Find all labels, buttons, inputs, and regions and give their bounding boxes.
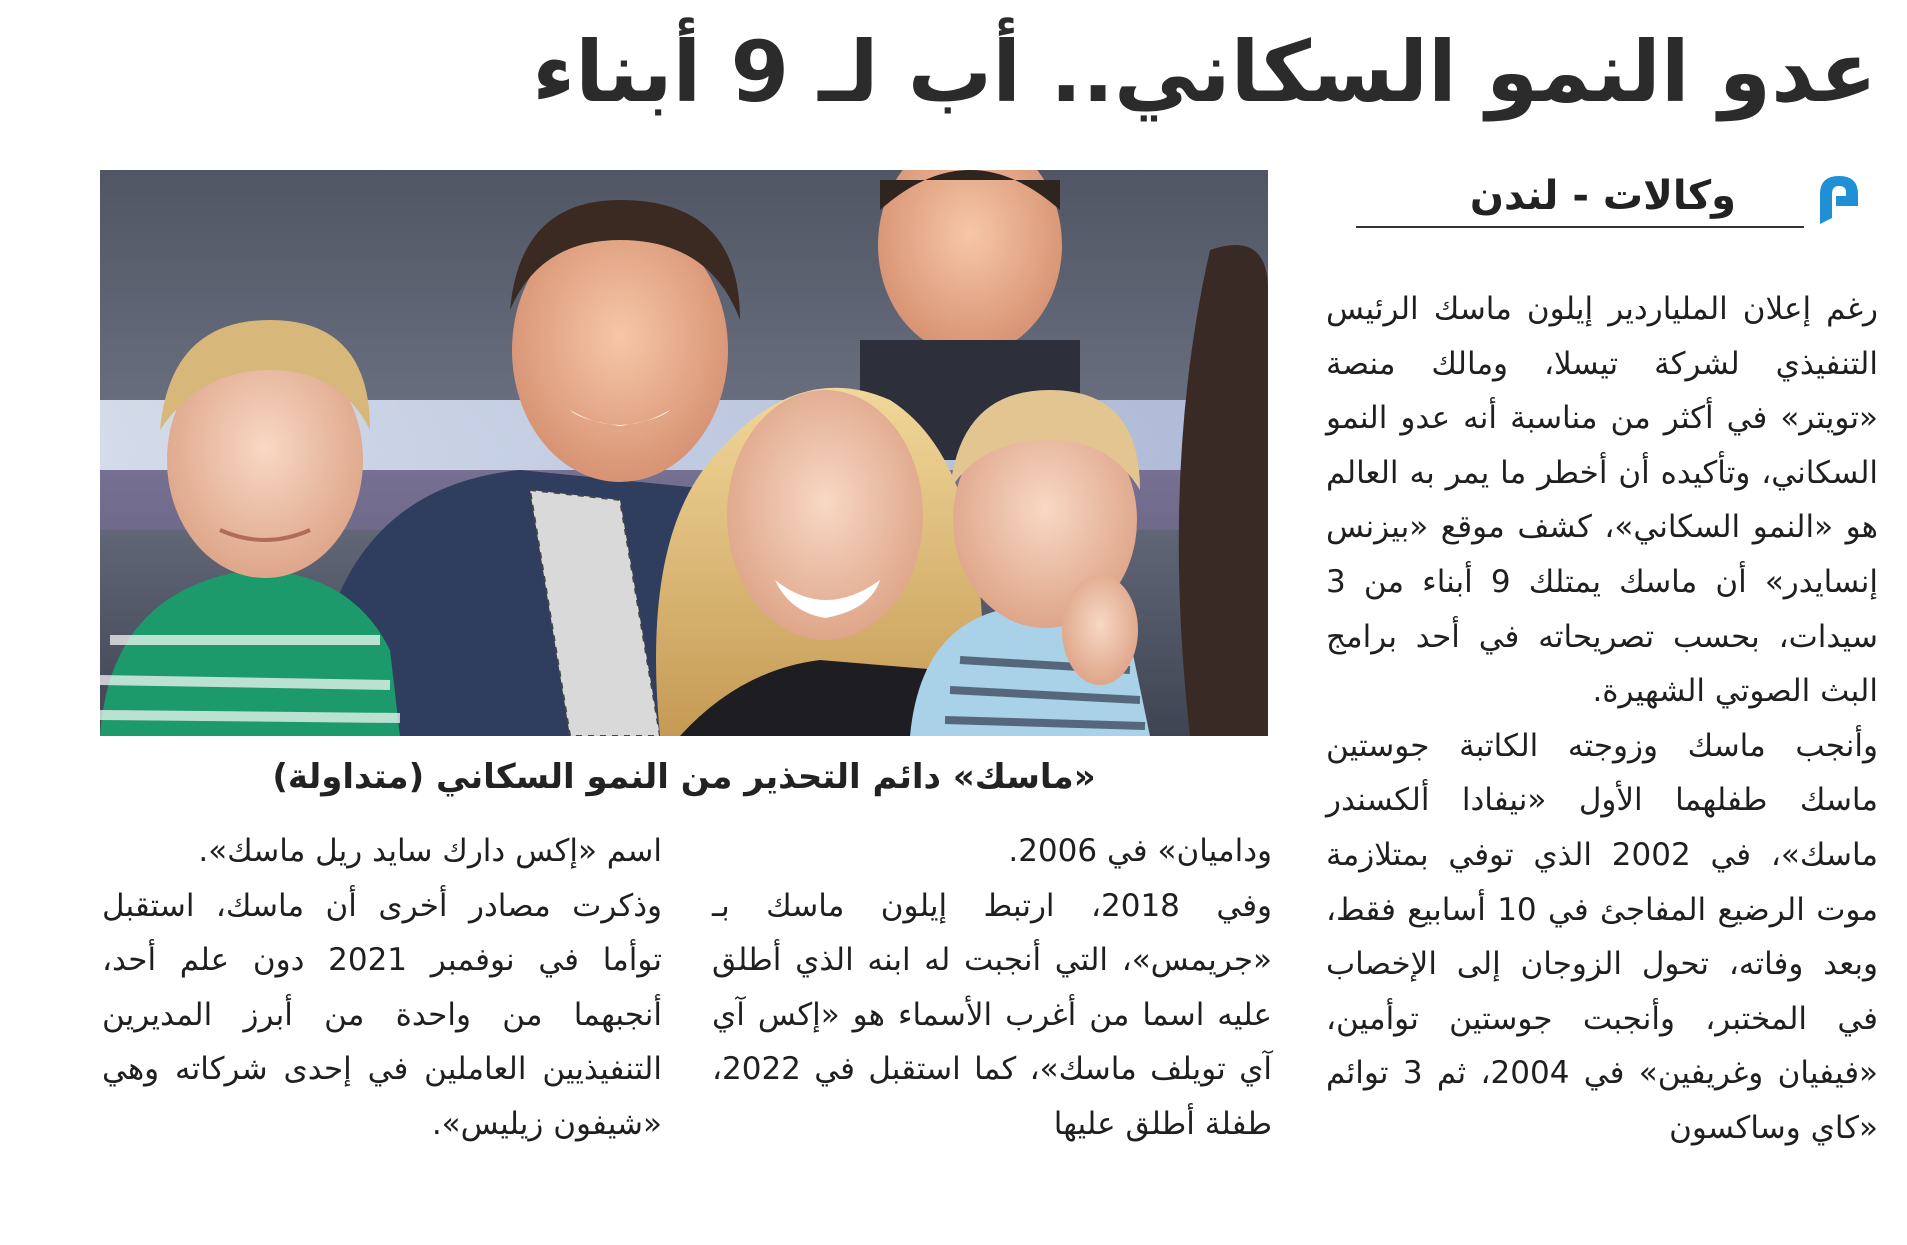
paragraph: رغم إعلان الملياردير إيلون ماسك الرئيس التنفيذي لشركة تيسلا، ومالك منصة «تويتر» في أكثر من مناسبة أنه عدو النمو السكاني، وتأكيده أن أخطر ما يمر به العالم هو «النمو السكاني»، كشف موقع «بيزنس إنسايدر» أن ماسك يمتلك 9 أبناء من 3 سيدات، بحسب تصريحاته في أحد برامج البث الصوتي الشهيرة.: [1326, 291, 1878, 710]
paragraph: وأنجب ماسك وزوجته الكاتبة جوستين ماسك طفلهما الأول «نيفادا ألكسندر ماسك»، في 2002 الذي توفي بمتلازمة موت الرضيع المفاجئ في 10 أسابيع فقط، وبعد وفاته، تحول الزوجان إلى الإخصاب في المختبر، وأنجبت جوستين توأمين، «فيفيان وغريفين» في 2004، ثم 3 توائم «كاي وساكسون: [1326, 727, 1879, 1146]
paragraph: وذكرت مصادر أخرى أن ماسك، استقبل توأما في نوفمبر 2021 دون علم أحد، أنجبهما من واحدة من أبرز المديرين التنفيذيين العاملين في إحدى شركاته وهي «شيفون زيليس».: [102, 887, 662, 1142]
article-column-1: [1326, 282, 1878, 1156]
newspaper-logo-icon: [1814, 172, 1864, 226]
byline-text: وكالات - لندن: [1469, 173, 1736, 219]
byline-rule: [1356, 226, 1804, 228]
paragraph: اسم «إكس دارك سايد ريل ماسك».: [198, 833, 662, 869]
paragraph: وداميان» في 2006.: [1008, 833, 1272, 869]
family-photo-illustration: [100, 170, 1268, 736]
photo-caption: «ماسك» دائم التحذير من النمو السكاني (متداولة): [272, 757, 1096, 797]
headline: عدو النمو السكاني.. أب لـ 9 أبناء: [532, 23, 1877, 121]
byline: [1356, 168, 1864, 228]
article-column-3: [102, 824, 662, 1152]
paragraph: وفي 2018، ارتبط إيلون ماسك بـ «جريمس»، التي أنجبت له ابنه الذي أطلق عليه اسما من أغرب الأسماء هو «إكس آي آي تويلف ماسك»، كما استقبل في 2022، طفلة أطلق عليها: [712, 887, 1272, 1142]
article-column-2: [712, 824, 1272, 1152]
news-photo: [100, 170, 1268, 736]
